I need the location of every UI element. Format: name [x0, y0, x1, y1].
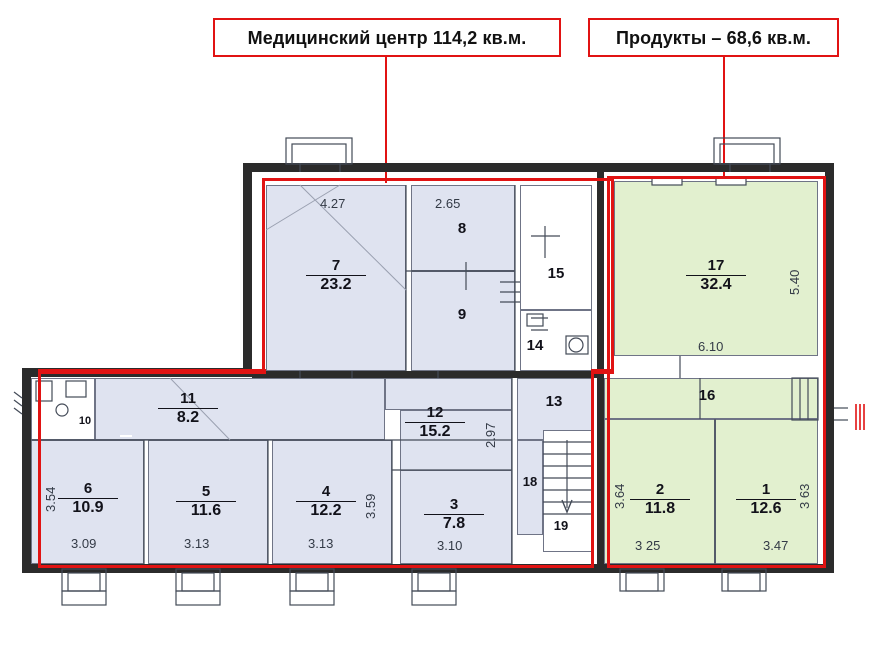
room-19-number: 19	[553, 518, 569, 533]
room-1-area: 12.6	[736, 499, 796, 518]
dim-3-13-b: 3.13	[308, 536, 334, 551]
room-6-area: 10.9	[58, 498, 118, 517]
callout-products-label: Продукты – 68,6 кв.м.	[615, 27, 812, 48]
room-2-area: 11.8	[630, 499, 690, 518]
room-13-number: 13	[545, 393, 563, 410]
dim-4-27: 4.27	[320, 196, 346, 211]
room-9-number: 9	[457, 306, 467, 323]
room-6-label	[58, 481, 118, 517]
room-10-number: 10	[78, 415, 92, 427]
room-14-number: 14	[526, 337, 544, 354]
zone-medical-join-top	[38, 369, 266, 374]
dim-6-10: 6.10	[698, 339, 724, 354]
dim-3-64: 3.64	[612, 483, 627, 509]
dim-3-54: 3.54	[43, 486, 58, 512]
dim-3-09: 3.09	[71, 536, 97, 551]
room-17-number: 17	[707, 257, 725, 274]
room-5-number: 5	[201, 483, 211, 500]
dim-2-65: 2.65	[435, 196, 461, 211]
room-5-area: 11.6	[176, 501, 236, 520]
room-7-area: 23.2	[306, 275, 366, 294]
room-3-area: 7.8	[424, 514, 484, 533]
room-8-number: 8	[457, 220, 467, 237]
room-4-label	[296, 484, 356, 520]
room-1-label	[736, 482, 796, 518]
room-7-number: 7	[331, 257, 341, 274]
room-17-label	[686, 258, 746, 294]
room-2-number: 2	[655, 481, 665, 498]
dim-3-63: 3 63	[797, 483, 812, 509]
room-6-number: 6	[83, 480, 93, 497]
room-15-number: 15	[547, 265, 565, 282]
dim-3-59: 3.59	[363, 493, 378, 519]
room-3-number: 3	[449, 496, 459, 513]
callout-medical-center-label: Медицинский центр 114,2 кв.м.	[247, 27, 527, 48]
dim-3-10: 3.10	[437, 538, 463, 553]
room-1-number: 1	[761, 481, 771, 498]
room-2-label	[630, 482, 690, 518]
dim-3-13-a: 3.13	[184, 536, 210, 551]
room-7-label	[306, 258, 366, 294]
room-16-number: 16	[698, 387, 716, 404]
dim-5-40: 5.40	[787, 269, 802, 295]
room-12-number: 12	[426, 404, 444, 421]
room-5-label	[176, 484, 236, 520]
room-17-area: 32.4	[686, 275, 746, 294]
dim-3-25: 3 25	[635, 538, 661, 553]
room-12-area: 15.2	[405, 422, 465, 441]
room-4-area: 12.2	[296, 501, 356, 520]
room-4-number: 4	[321, 483, 331, 500]
room-12-label	[405, 405, 465, 441]
dim-2-97: 2.97	[483, 422, 498, 448]
room-11-area: 8.2	[158, 408, 218, 427]
room-3-label	[424, 497, 484, 533]
room-11-number: 11	[180, 390, 196, 407]
room-11-label	[158, 391, 218, 427]
dim-3-47: 3.47	[763, 538, 789, 553]
room-18-number: 18	[522, 474, 538, 489]
